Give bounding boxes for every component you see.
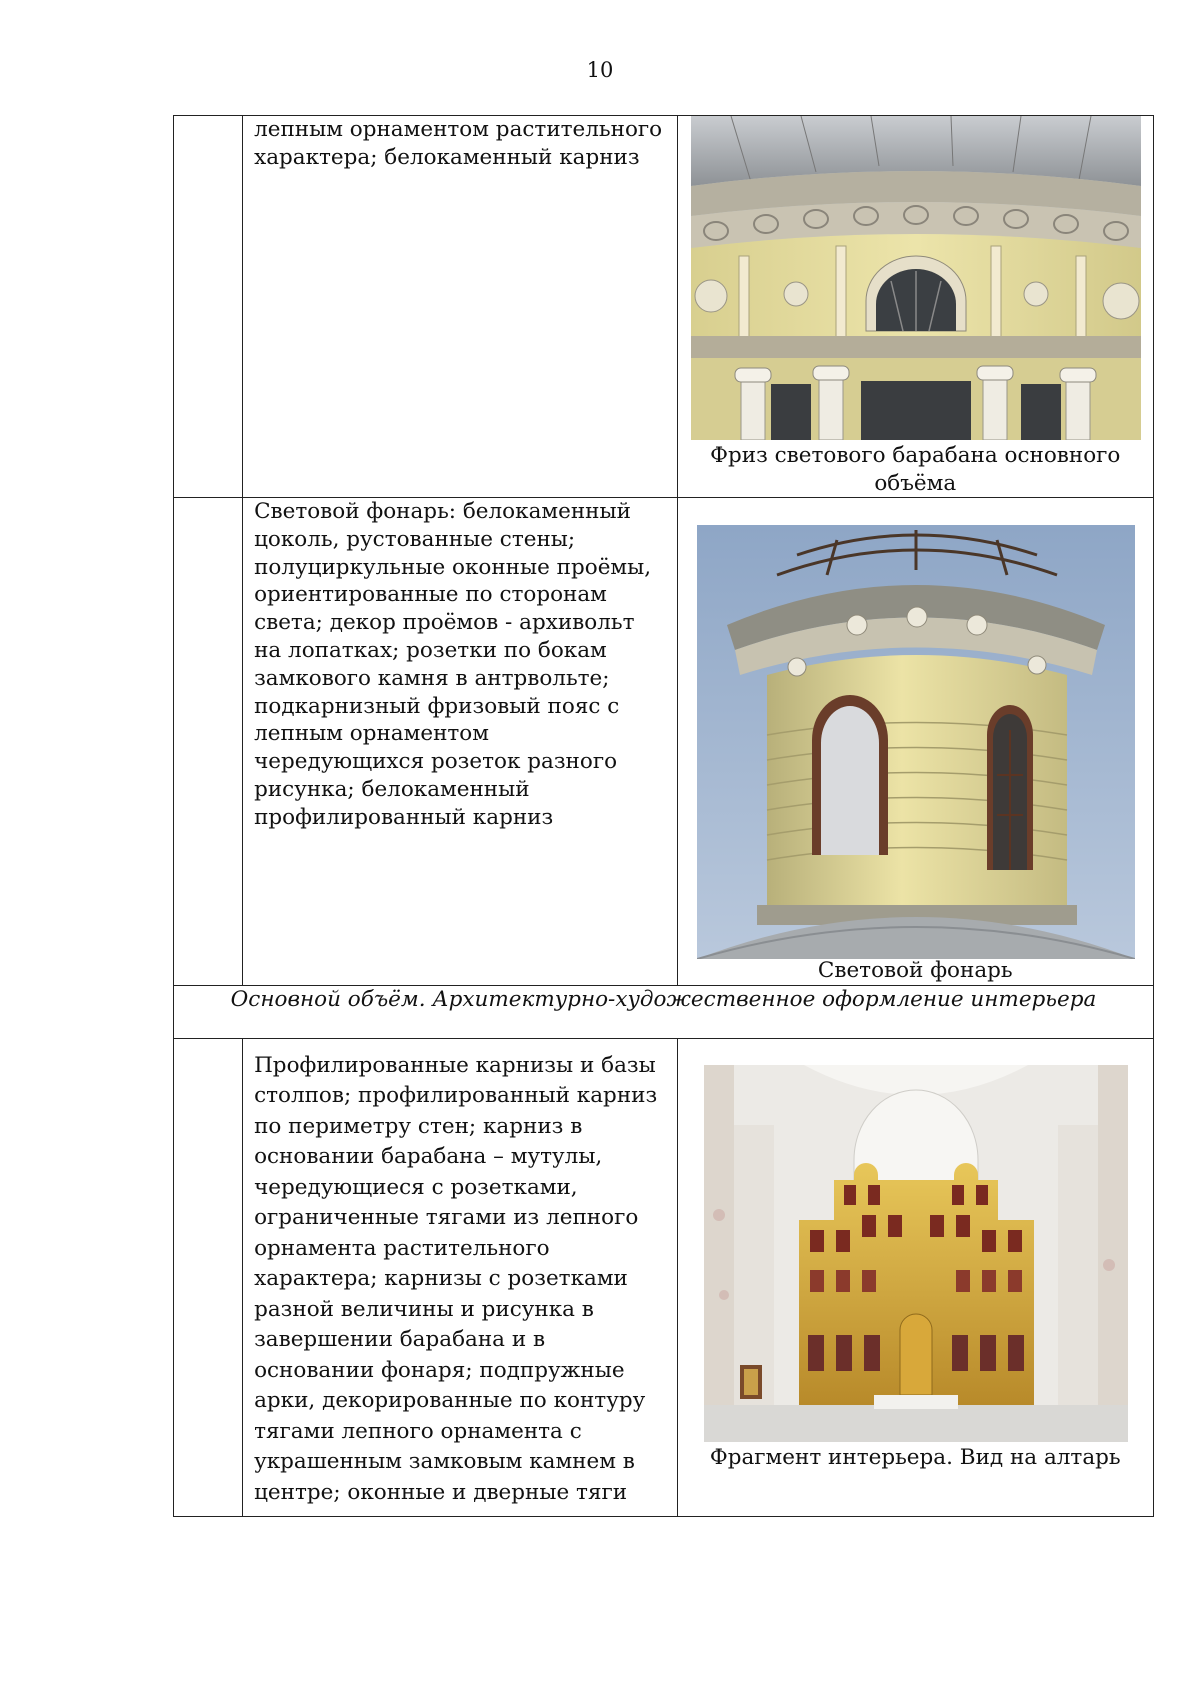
section-title: Основной объём. Архитектурно-художественное оформление интерьера bbox=[174, 985, 1154, 1038]
description-cell bbox=[243, 116, 677, 498]
section-row bbox=[174, 985, 1154, 1038]
number-cell bbox=[174, 116, 243, 498]
photo-caption: Фрагмент интерьера. Вид на алтарь bbox=[709, 1444, 1121, 1470]
altar-interior-photo bbox=[704, 1065, 1128, 1442]
photo-cell bbox=[677, 1038, 1154, 1516]
photo-cell bbox=[677, 116, 1154, 498]
page-number: 10 bbox=[586, 58, 614, 82]
table-row bbox=[174, 1038, 1154, 1516]
description-table bbox=[173, 115, 1154, 1517]
description-cell bbox=[243, 498, 677, 986]
table-row bbox=[174, 498, 1154, 986]
photo-cell bbox=[677, 498, 1154, 986]
description-text: Световой фонарь: белокаменный цоколь, рустованные стены; полуциркульные оконные проёмы, ориентированные по сторонам света; декор проёмов - архивольт на лопатках; розетки по бокам замкового камня в антрвольте; подкарнизный фризовый пояс с лепным орнаментом чередующихся розеток разного рисунка; белокаменный профилированный карниз bbox=[254, 499, 652, 830]
description-cell bbox=[243, 1038, 677, 1516]
description-text: Профилированные карнизы и базы столпов; профилированный карниз по периметру стен; карниз в основании барабана – мутулы, чередующиеся с розетками, ограниченные тягами из лепного орнамента растительного характера; карнизы с розетками разной величины и рисунка в завершении барабана и в основании фонаря; подпружные арки, декорированные по контуру тягами лепного орнамента с украшенным замковым камнем в центре; оконные и дверные тяги bbox=[254, 1052, 658, 1505]
number-cell bbox=[174, 498, 243, 986]
drum-frieze-photo bbox=[691, 116, 1141, 440]
table-row bbox=[174, 116, 1154, 498]
number-cell bbox=[174, 1038, 243, 1516]
description-text: лепным орнаментом растительного характера; белокаменный карниз bbox=[254, 117, 663, 170]
photo-caption: Фриз светового барабана основного объёма bbox=[710, 443, 1121, 496]
light-lantern-photo bbox=[697, 525, 1135, 959]
photo-caption: Световой фонарь bbox=[817, 958, 1013, 983]
